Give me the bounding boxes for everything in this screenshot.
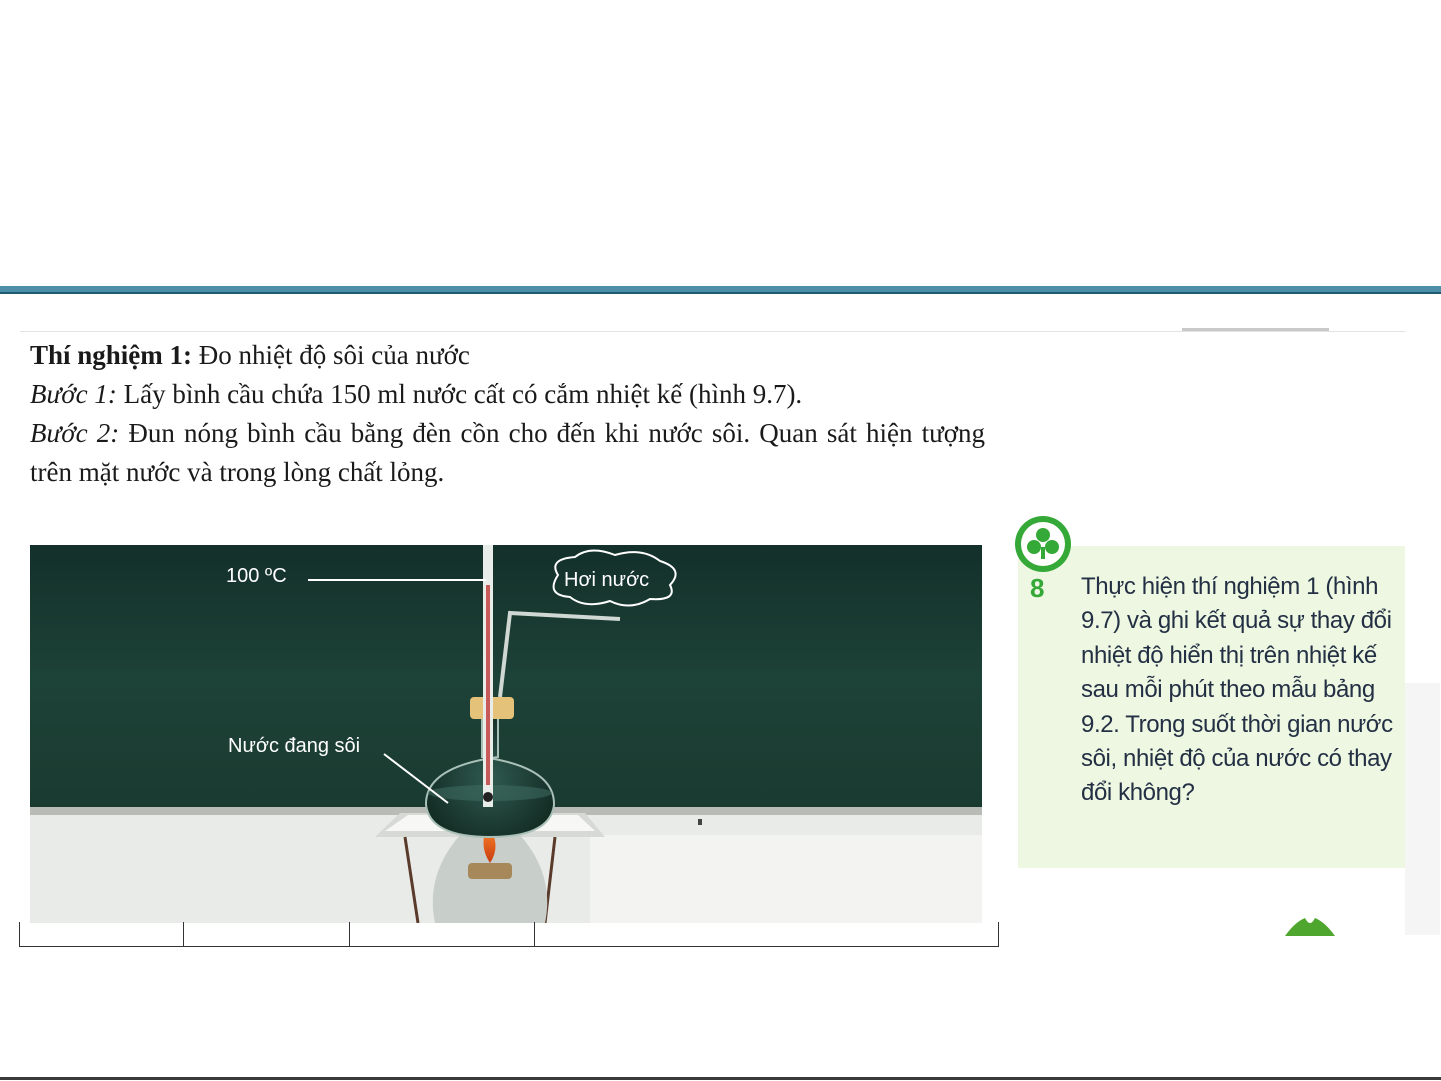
table-cell [184, 922, 350, 946]
clover-badge-icon [1010, 514, 1076, 580]
temperature-label: 100 ºC [226, 565, 287, 587]
step-2 [30, 414, 985, 492]
content-divider [20, 331, 1405, 332]
step-2-label: Bước 2: [30, 418, 120, 448]
results-table-strip [19, 922, 999, 947]
experiment-text [30, 336, 985, 492]
step-1 [30, 375, 985, 414]
question-number: 8 [1030, 573, 1045, 603]
question-text: Thực hiện thí nghiệm 1 (hình 9.7) và ghi kết quả sự thay đổi nhiệt độ hiển thị trên nhiệt kế sau mỗi phút theo mẫu bảng 9.2. Trong suốt thời gian nước sôi, nhiệt độ của nước có thay đổi không? [1081, 573, 1393, 807]
table-cell [20, 922, 184, 946]
boiling-water-label: Nước đang sôi [228, 735, 361, 757]
steam-label: Hơi nước [564, 569, 650, 591]
step-2-text: Đun nóng bình cầu bằng đèn cồn cho đến khi nước sôi. Quan sát hiện tượng trên mặt nước và trong lòng chất lỏng. [30, 418, 986, 487]
footer-line [0, 1077, 1441, 1080]
table-cell [350, 922, 535, 946]
experiment-title-text: Đo nhiệt độ sôi của nước [192, 340, 470, 370]
plant-icon [1280, 918, 1340, 936]
header-rule-shadow [0, 292, 1441, 294]
side-decoration [1405, 683, 1440, 935]
experiment-photo [30, 545, 982, 923]
photo-illustration [30, 545, 982, 923]
step-1-text: Lấy bình cầu chứa 150 ml nước cất có cắm nhiệt kế (hình 9.7). [116, 379, 803, 409]
step-1-label: Bước 1: [30, 379, 117, 409]
experiment-title [30, 336, 985, 375]
table-cell [535, 922, 998, 946]
top-stub [1182, 328, 1329, 331]
experiment-title-label: Thí nghiệm 1: [30, 340, 193, 370]
